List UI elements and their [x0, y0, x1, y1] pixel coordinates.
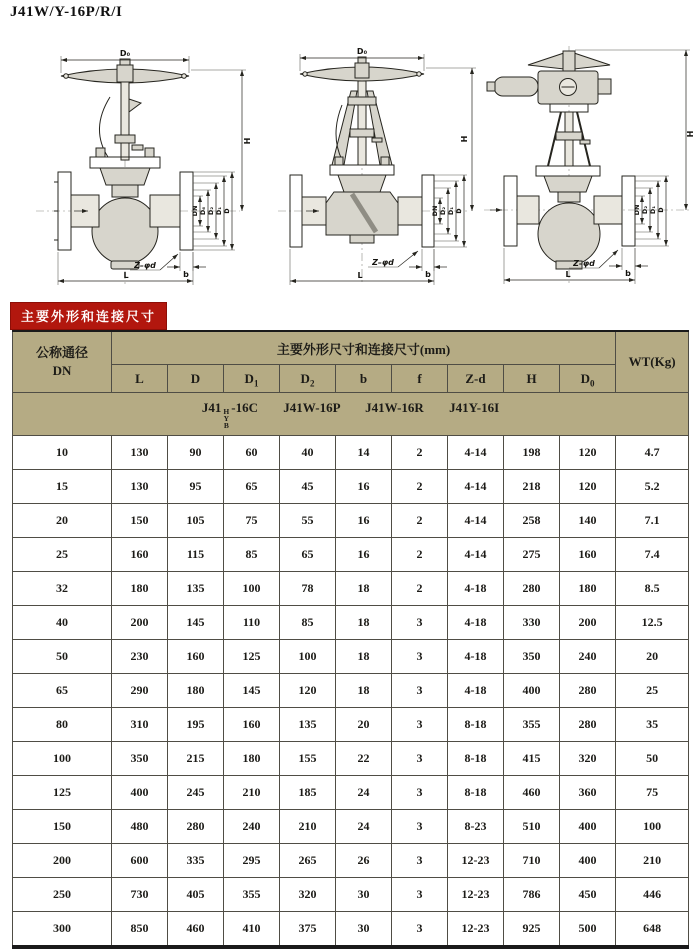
dim-label-l: L — [123, 271, 129, 280]
dim-label-d1: D₁ — [447, 206, 455, 216]
table-cell: 120 — [280, 674, 336, 708]
model-2: J41W-16P — [283, 399, 340, 415]
table-cell: 648 — [616, 912, 689, 948]
table-cell: 400 — [560, 810, 616, 844]
table-cell: 180 — [224, 742, 280, 776]
stem-and-yoke — [99, 82, 143, 160]
table-cell: 295 — [224, 844, 280, 878]
table-cell: 310 — [112, 708, 168, 742]
table-cell: 10 — [13, 436, 112, 470]
table-row — [13, 674, 689, 708]
table-cell: 355 — [504, 708, 560, 742]
dim-label-d2: D₂ — [207, 206, 215, 216]
dim-label-d2: D₂ — [439, 206, 447, 216]
handwheel-icon — [300, 57, 424, 81]
table-row — [13, 538, 689, 572]
table-cell: 446 — [616, 878, 689, 912]
dim-label-b: b — [625, 269, 631, 278]
table-cell: 185 — [280, 776, 336, 810]
table-cell: 20 — [13, 504, 112, 538]
dn-header-line2: DN — [52, 363, 72, 378]
table-cell: 45 — [280, 470, 336, 504]
table-cell: 35 — [616, 708, 689, 742]
table-cell: 180 — [168, 674, 224, 708]
table-cell: 155 — [280, 742, 336, 776]
dim-label-d6: D₆ — [199, 206, 207, 216]
table-cell: 120 — [560, 436, 616, 470]
column-header: b — [336, 365, 392, 393]
table-cell: 15 — [13, 470, 112, 504]
table-cell: 130 — [112, 436, 168, 470]
table-cell: 200 — [560, 606, 616, 640]
table-cell: 65 — [280, 538, 336, 572]
model-designations — [13, 393, 689, 436]
table-cell: 7.1 — [616, 504, 689, 538]
dim-label-b: b — [425, 270, 431, 279]
table-cell: 245 — [168, 776, 224, 810]
table-cell: 355 — [224, 878, 280, 912]
table-cell: 195 — [168, 708, 224, 742]
valve-drawing-electric-actuator — [478, 42, 700, 294]
table-cell: 400 — [560, 844, 616, 878]
table-cell: 265 — [280, 844, 336, 878]
dim-label-d1: D₁ — [649, 205, 657, 215]
table-cell: 410 — [224, 912, 280, 948]
column-header: D — [168, 365, 224, 393]
table-cell: 30 — [336, 878, 392, 912]
valve-drawing-handwheel-globe — [28, 45, 263, 295]
table-cell: 135 — [280, 708, 336, 742]
table-cell: 3 — [392, 810, 448, 844]
table-cell: 4-14 — [448, 504, 504, 538]
table-row — [13, 640, 689, 674]
valve-drawing-straight-pattern — [272, 45, 477, 295]
dim-label-d2: D₂ — [641, 205, 649, 215]
table-cell: 4-14 — [448, 538, 504, 572]
table-cell: 75 — [224, 504, 280, 538]
table-cell: 2 — [392, 538, 448, 572]
table-cell: 480 — [112, 810, 168, 844]
table-cell: 115 — [168, 538, 224, 572]
table-cell: 125 — [224, 640, 280, 674]
dimension-lines — [290, 47, 476, 285]
table-cell: 460 — [504, 776, 560, 810]
dim-label-zd: Z–φd — [372, 258, 394, 267]
table-cell: 24 — [336, 810, 392, 844]
table-cell: 4-14 — [448, 436, 504, 470]
table-cell: 65 — [13, 674, 112, 708]
table-cell: 786 — [504, 878, 560, 912]
table-cell: 400 — [504, 674, 560, 708]
table-cell: 65 — [224, 470, 280, 504]
table-cell: 78 — [280, 572, 336, 606]
table-cell: 32 — [13, 572, 112, 606]
table-cell: 160 — [560, 538, 616, 572]
table-cell: 200 — [13, 844, 112, 878]
table-cell: 3 — [392, 742, 448, 776]
table-body — [13, 436, 689, 948]
dim-label-zd: Z–φd — [134, 261, 156, 270]
table-cell: 75 — [616, 776, 689, 810]
dim-label-d0: D₀ — [119, 49, 131, 58]
handwheel-icon — [61, 59, 189, 83]
table-cell: 210 — [616, 844, 689, 878]
table-cell: 60 — [224, 436, 280, 470]
dim-label-zd: Z–φd — [573, 259, 595, 268]
column-header: $D_2$ — [280, 365, 336, 393]
table-cell: 25 — [616, 674, 689, 708]
table-row — [13, 844, 689, 878]
table-cell: 26 — [336, 844, 392, 878]
table-cell: 2 — [392, 572, 448, 606]
model-suffix: -16C — [231, 399, 258, 415]
dim-label-dn: DN — [191, 205, 199, 217]
column-header: $D_1$ — [224, 365, 280, 393]
table-subheader-row — [13, 365, 689, 393]
table-cell: 200 — [112, 606, 168, 640]
table-row — [13, 742, 689, 776]
column-header: L — [112, 365, 168, 393]
valve-body — [54, 172, 193, 269]
table-cell: 16 — [336, 470, 392, 504]
table-cell: 500 — [560, 912, 616, 948]
table-cell: 375 — [280, 912, 336, 948]
table-cell: 7.4 — [616, 538, 689, 572]
table-cell: 3 — [392, 606, 448, 640]
table-row — [13, 606, 689, 640]
table-cell: 24 — [336, 776, 392, 810]
table-cell: 280 — [504, 572, 560, 606]
dim-label-d: D — [657, 207, 665, 213]
table-row — [13, 878, 689, 912]
table-cell: 850 — [112, 912, 168, 948]
model-4: J41Y-16I — [449, 399, 500, 415]
table-cell: 330 — [504, 606, 560, 640]
column-header: Z-d — [448, 365, 504, 393]
table-cell: 4-18 — [448, 674, 504, 708]
table-row — [13, 912, 689, 948]
table-cell: 100 — [616, 810, 689, 844]
table-cell: 100 — [280, 640, 336, 674]
table-cell: 100 — [13, 742, 112, 776]
dim-label-d: D — [455, 208, 463, 214]
table-cell: 95 — [168, 470, 224, 504]
table-cell: 18 — [336, 606, 392, 640]
table-cell: 360 — [560, 776, 616, 810]
table-cell: 12-23 — [448, 878, 504, 912]
table-cell: 18 — [336, 572, 392, 606]
table-cell: 12-23 — [448, 844, 504, 878]
table-cell: 3 — [392, 912, 448, 948]
table-cell: 40 — [13, 606, 112, 640]
table-cell: 210 — [224, 776, 280, 810]
table-cell: 320 — [280, 878, 336, 912]
table-cell: 8-23 — [448, 810, 504, 844]
section-heading: 主要外形和连接尺寸 — [10, 302, 167, 330]
table-cell: 16 — [336, 538, 392, 572]
table-cell: 50 — [13, 640, 112, 674]
column-header: $D_0$ — [560, 365, 616, 393]
dimensions-table — [12, 330, 689, 949]
table-cell: 85 — [280, 606, 336, 640]
model-row — [13, 393, 689, 436]
table-cell: 160 — [224, 708, 280, 742]
table-cell: 450 — [560, 878, 616, 912]
stem-and-yoke — [548, 112, 590, 166]
table-cell: 160 — [112, 538, 168, 572]
table-cell: 510 — [504, 810, 560, 844]
table-cell: 4-14 — [448, 470, 504, 504]
table-cell: 250 — [13, 878, 112, 912]
model-3: J41W-16R — [365, 399, 424, 415]
dim-label-h: H — [243, 137, 252, 145]
table-cell: 55 — [280, 504, 336, 538]
table-cell: 415 — [504, 742, 560, 776]
table-cell: 160 — [168, 640, 224, 674]
table-cell: 2 — [392, 436, 448, 470]
table-cell: 460 — [168, 912, 224, 948]
table-cell: 16 — [336, 504, 392, 538]
table-cell: 18 — [336, 640, 392, 674]
table-cell: 240 — [560, 640, 616, 674]
table-cell: 120 — [560, 470, 616, 504]
dim-label-d1: D₁ — [215, 206, 223, 216]
table-cell: 8-18 — [448, 708, 504, 742]
table-cell: 80 — [13, 708, 112, 742]
table-cell: 300 — [13, 912, 112, 948]
table-cell: 3 — [392, 878, 448, 912]
table-cell: 350 — [112, 742, 168, 776]
column-header: f — [392, 365, 448, 393]
table-cell: 405 — [168, 878, 224, 912]
table-cell: 2 — [392, 470, 448, 504]
table-cell: 335 — [168, 844, 224, 878]
dim-label-d: D — [223, 208, 231, 214]
table-cell: 8-18 — [448, 742, 504, 776]
dim-label-h: H — [686, 130, 695, 138]
dim-label-b: b — [183, 270, 189, 279]
table-cell: 4-18 — [448, 572, 504, 606]
dn-header-line1: 公称通径 — [35, 345, 88, 361]
table-cell: 3 — [392, 776, 448, 810]
table-cell: 145 — [224, 674, 280, 708]
table-cell: 925 — [504, 912, 560, 948]
table-cell: 110 — [224, 606, 280, 640]
technical-drawings — [0, 0, 700, 300]
stem-and-yoke — [332, 81, 392, 165]
table-cell: 3 — [392, 640, 448, 674]
table-cell: 40 — [280, 436, 336, 470]
table-cell: 180 — [560, 572, 616, 606]
table-cell: 50 — [616, 742, 689, 776]
table-cell: 145 — [168, 606, 224, 640]
table-cell: 12-23 — [448, 912, 504, 948]
table-cell: 730 — [112, 878, 168, 912]
table-cell: 18 — [336, 674, 392, 708]
table-cell: 3 — [392, 674, 448, 708]
table-cell: 8.5 — [616, 572, 689, 606]
table-cell: 275 — [504, 538, 560, 572]
table-cell: 20 — [616, 640, 689, 674]
column-header: H — [504, 365, 560, 393]
table-cell: 4-18 — [448, 640, 504, 674]
table-cell: 218 — [504, 470, 560, 504]
table-cell: 12.5 — [616, 606, 689, 640]
page-title: J41W/Y-16P/R/I — [10, 4, 123, 20]
bonnet — [536, 166, 600, 192]
dim-label-dn: DN — [431, 205, 439, 217]
table-cell: 150 — [112, 504, 168, 538]
table-cell: 100 — [224, 572, 280, 606]
model-prefix: J41 — [201, 399, 222, 415]
table-cell: 150 — [13, 810, 112, 844]
table-cell: 140 — [560, 504, 616, 538]
table-cell: 400 — [112, 776, 168, 810]
table-cell: 105 — [168, 504, 224, 538]
table-row — [13, 436, 689, 470]
dim-label-h: H — [460, 135, 469, 143]
dimensions-span-header: 主要外形尺寸和连接尺寸(mm) — [112, 331, 616, 365]
dn-column-header — [13, 331, 112, 393]
table-cell: 350 — [504, 640, 560, 674]
table-cell: 240 — [224, 810, 280, 844]
dim-label-dn: DN — [633, 204, 641, 216]
table-cell: 20 — [336, 708, 392, 742]
weight-column-header: WT(Kg) — [616, 331, 689, 393]
table-row — [13, 708, 689, 742]
table-row — [13, 776, 689, 810]
table-row — [13, 810, 689, 844]
table-cell: 710 — [504, 844, 560, 878]
table-cell: 280 — [168, 810, 224, 844]
table-cell: 258 — [504, 504, 560, 538]
table-cell: 8-18 — [448, 776, 504, 810]
table-cell: 280 — [560, 708, 616, 742]
table-cell: 4-18 — [448, 606, 504, 640]
table-cell: 600 — [112, 844, 168, 878]
table-cell: 135 — [168, 572, 224, 606]
table-row — [13, 572, 689, 606]
table-cell: 85 — [224, 538, 280, 572]
table-cell: 230 — [112, 640, 168, 674]
table-row — [13, 504, 689, 538]
table-cell: 198 — [504, 436, 560, 470]
table-cell: 5.2 — [616, 470, 689, 504]
table-cell: 280 — [560, 674, 616, 708]
table-cell: 180 — [112, 572, 168, 606]
motor — [494, 77, 538, 96]
table-cell: 14 — [336, 436, 392, 470]
table-cell: 320 — [560, 742, 616, 776]
dim-label-l: L — [357, 271, 363, 280]
table-cell: 130 — [112, 470, 168, 504]
actuator — [487, 51, 611, 112]
table-cell: 290 — [112, 674, 168, 708]
table-row — [13, 470, 689, 504]
model-letter-stack: H Y B — [223, 406, 230, 430]
dim-label-l: L — [565, 270, 571, 279]
dimension-lines — [58, 49, 252, 285]
table-cell: 90 — [168, 436, 224, 470]
table-cell: 125 — [13, 776, 112, 810]
table-cell: 22 — [336, 742, 392, 776]
table-cell: 25 — [13, 538, 112, 572]
table-cell: 4.7 — [616, 436, 689, 470]
table-cell: 215 — [168, 742, 224, 776]
table-cell: 30 — [336, 912, 392, 948]
table-cell: 2 — [392, 504, 448, 538]
table-cell: 210 — [280, 810, 336, 844]
table-cell: 3 — [392, 844, 448, 878]
table-cell: 3 — [392, 708, 448, 742]
dim-label-d0: D₀ — [356, 47, 368, 56]
